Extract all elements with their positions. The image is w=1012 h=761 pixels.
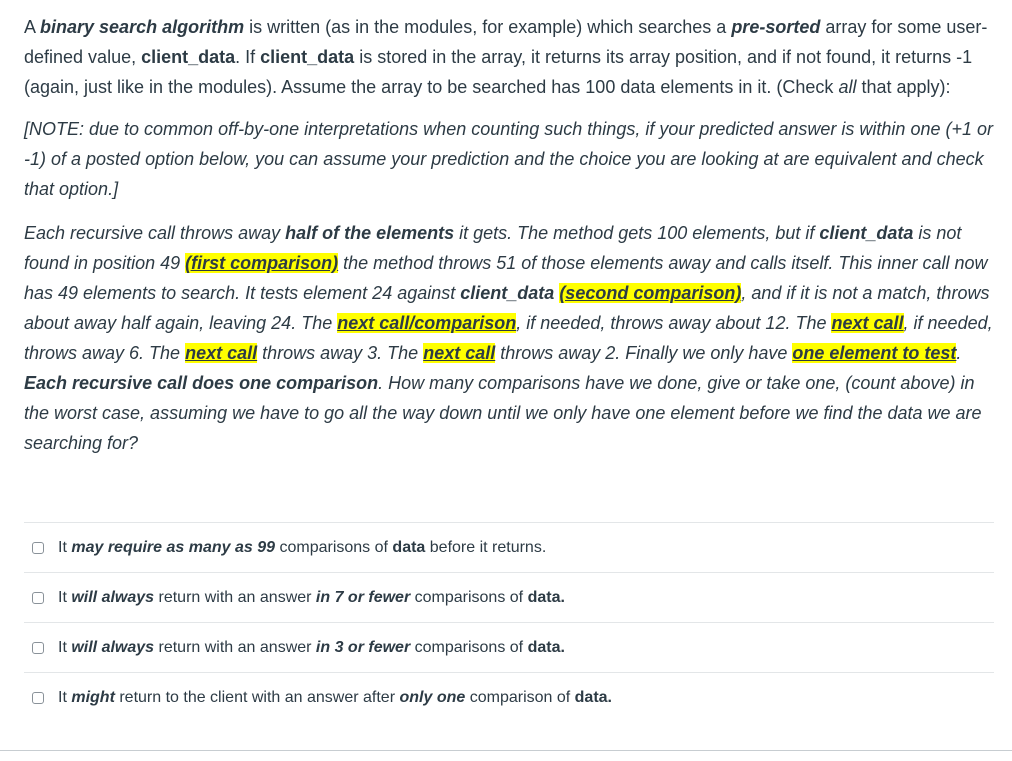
answer-label[interactable]: It may require as many as 99 comparisons of data before it returns.	[58, 538, 547, 556]
bottom-divider	[0, 750, 1012, 751]
answer-option-2[interactable]	[24, 573, 994, 623]
answer-option-1[interactable]	[24, 523, 994, 573]
answer-checkbox[interactable]	[32, 642, 44, 654]
answer-label[interactable]: It will always return with an answer in 3 or fewer comparisons of data.	[58, 638, 565, 656]
answer-label[interactable]: It will always return with an answer in 7 or fewer comparisons of data.	[58, 588, 565, 606]
answer-checkbox[interactable]	[32, 692, 44, 704]
question-body	[24, 12, 994, 458]
note-text: [NOTE: due to common off-by-one interpretations when counting such things, if your predicted answer is within one (+1 or -1) of a posted option below, you can assume your prediction and the choice you are looking at are equivalent and check that option.]	[24, 119, 993, 199]
answer-label[interactable]: It might return to the client with an answer after only one comparison of data.	[58, 689, 612, 706]
answer-checkbox[interactable]	[32, 542, 44, 554]
explanation-text: Each recursive call throws away half of the elements it gets. The method gets 100 elements, but if client_data is not found in position 49 (first comparison) the method throws 51 of those elements away and calls itself. This inner call now has 49 elements to search. It tests element 24 against client_data (second comparison), and if it is not a match, throws about away half again, leaving 24. The next call/comparison, if needed, throws away about 12. The next call, if needed, throws away 6. The next call throws away 3. The next call throws away 2. Finally we only have one element to test. Each recursive call does one comparison. How many comparisons have we done, give or take one, (count above) in the worst case, assuming we have to go all the way down until we only have one element before we find the data we are searching for?	[24, 223, 993, 453]
question-text: A binary search algorithm is written (as in the modules, for example) which searches a pre-sorted array for some user-defined value, client_data. If client_data is stored in the array, it returns its array position, and if not found, it returns -1 (again, just like in the modules). Assume the array to be searched has 100 data elements in it. (Check all that apply):	[24, 17, 988, 97]
answer-option-4[interactable]	[24, 673, 994, 723]
answer-list	[24, 522, 994, 723]
answer-option-3[interactable]	[24, 623, 994, 673]
answer-checkbox[interactable]	[32, 592, 44, 604]
